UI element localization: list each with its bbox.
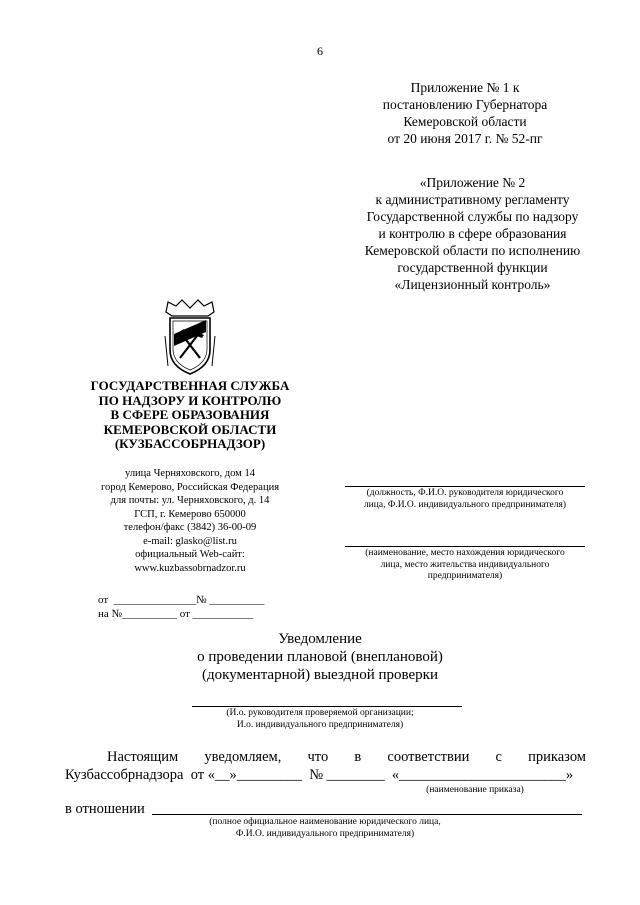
appendix-2-block — [325, 174, 620, 293]
appendix-2-line: к административному регламенту — [375, 192, 570, 207]
caption-line: (наименование, место нахождения юридического — [365, 548, 565, 558]
recipient-position-line — [345, 486, 585, 487]
caption-line: (должность, Ф.И.О. руководителя юридического — [366, 488, 564, 498]
body-word: в — [354, 749, 362, 765]
body-word: приказом — [528, 749, 586, 765]
caption-line: Ф.И.О. индивидуального предпринимателя) — [235, 828, 415, 839]
title-line: (документарной) выездной проверки — [202, 667, 438, 683]
head-name-line — [192, 706, 462, 707]
recipient-address-line — [345, 546, 585, 547]
kemerovo-coat-of-arms-icon — [162, 296, 218, 376]
caption-line: (полное официальное наименование юридического лица, — [209, 817, 441, 827]
appendix-1-line: от 20 июня 2017 г. № 52-пг — [387, 131, 543, 146]
organization-line: В СФЕРЕ ОБРАЗОВАНИЯ — [110, 407, 270, 422]
recipient-address-caption — [330, 548, 600, 583]
head-name-caption — [170, 708, 470, 731]
body-word: Настоящим — [107, 749, 179, 765]
caption-line: лица, место жительства индивидуального — [380, 559, 550, 570]
appendix-2-line: «Лицензионный контроль» — [394, 277, 551, 292]
caption-line: И.о. индивидуального предпринимателя) — [236, 719, 404, 730]
organization-line: КЕМЕРОВСКОЙ ОБЛАСТИ — [103, 421, 277, 437]
address-line: ГСП, г. Кемерово 650000 — [134, 508, 246, 520]
outgoing-date-number: от _______________№ __________ — [98, 594, 265, 606]
caption-line: предпринимателя) — [427, 571, 503, 581]
caption-line: (И.о. руководителя проверяемой организации; — [226, 708, 414, 718]
organization-line: ГОСУДАРСТВЕННАЯ СЛУЖБА — [90, 378, 290, 393]
address-line: e-mail: glasko@list.ru — [143, 535, 237, 547]
organization-line: (КУЗБАССОБРНАДЗОР) — [114, 436, 266, 451]
appendix-1-block — [350, 79, 580, 147]
appendix-2-line: «Приложение № 2 — [419, 175, 526, 190]
appendix-2-line: Государственной службы по надзору — [366, 209, 579, 224]
title-line: о проведении плановой (внеплановой) — [197, 649, 443, 665]
body-word: с — [495, 749, 502, 765]
body-word: что — [307, 749, 329, 765]
notice-paragraph-line-1 — [107, 748, 586, 766]
address-line: для почты: ул. Черняховского, д. 14 — [110, 495, 270, 506]
body-word: соответствии — [387, 749, 470, 765]
appendix-1-line: Приложение № 1 к — [410, 80, 520, 95]
address-line: телефон/факс (3842) 36-00-09 — [123, 522, 257, 533]
appendix-2-line: Кемеровской области по исполнению — [364, 243, 581, 258]
regarding-caption — [175, 817, 475, 840]
title-line: Уведомление — [278, 631, 362, 647]
appendix-2-line: и контролю в сфере образования — [378, 226, 567, 241]
appendix-1-line: постановлению Губернатора — [382, 97, 548, 112]
organization-line: ПО НАДЗОРУ И КОНТРОЛЮ — [98, 392, 282, 408]
address-line: www.kuzbassobrnadzor.ru — [134, 562, 246, 574]
notice-paragraph-line-2: Кузбассобрнадзора от «__»_________ № ________ «_______________________» — [65, 767, 574, 783]
document-title — [0, 630, 640, 684]
appendix-2-line: государственной функции — [397, 260, 548, 275]
address-line: город Кемерово, Российская Федерация — [100, 481, 280, 493]
caption-line: лица, Ф.И.О. индивидуального предпринимателя) — [363, 499, 567, 510]
order-name-caption: (наименование приказа) — [426, 785, 524, 795]
recipient-position-caption — [330, 488, 600, 511]
regarding-label: в отношении — [65, 801, 145, 817]
appendix-1-line: Кемеровской области — [403, 114, 527, 129]
address-line: официальный Web-сайт: — [135, 549, 245, 560]
incoming-date-number: на №__________ от ___________ — [98, 608, 254, 620]
regarding-line — [152, 814, 582, 815]
page-number: 6 — [317, 44, 323, 58]
organization-address — [70, 467, 310, 575]
body-word: уведомляем, — [204, 749, 282, 765]
organization-name — [70, 379, 310, 452]
address-line: улица Черняховского, дом 14 — [125, 468, 255, 479]
